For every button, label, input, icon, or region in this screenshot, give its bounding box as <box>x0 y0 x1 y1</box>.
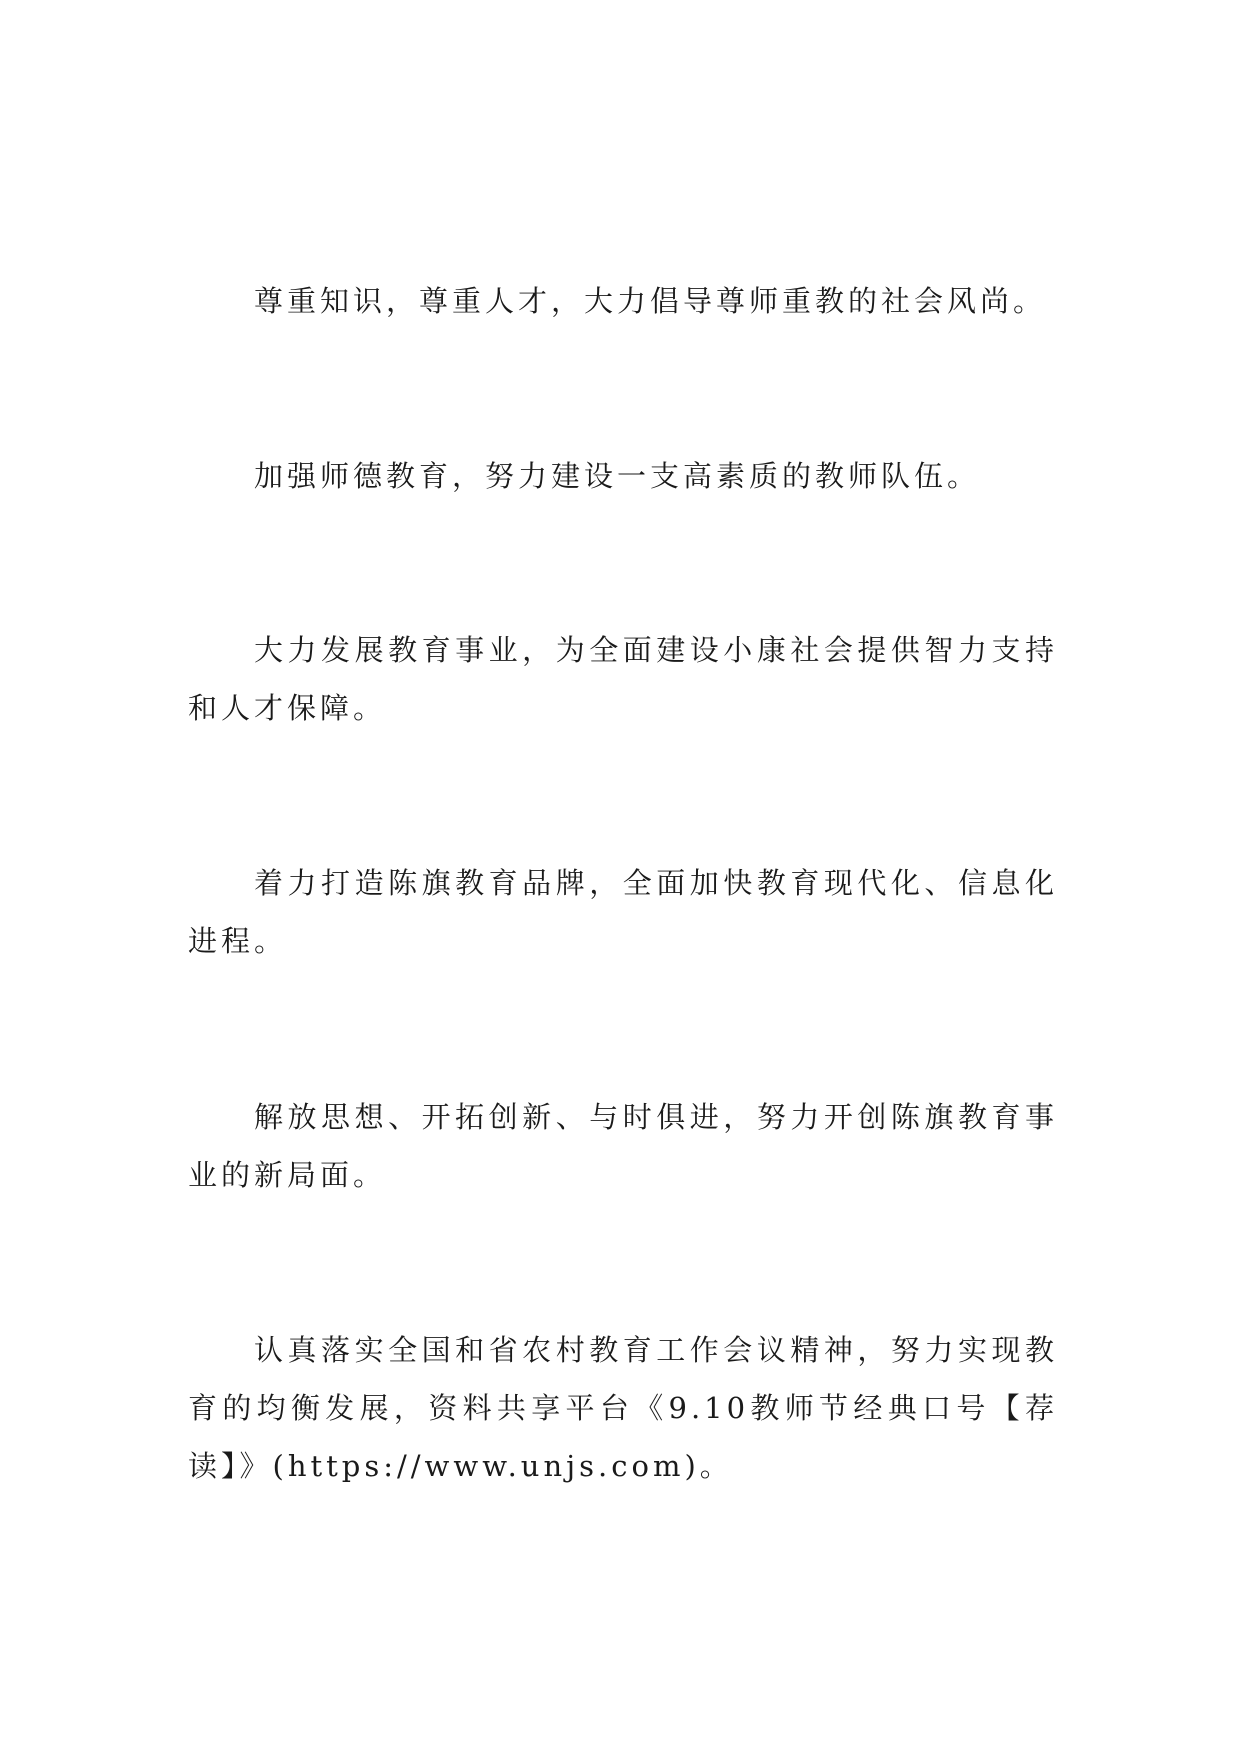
paragraph: 大力发展教育事业，为全面建设小康社会提供智力支持和人才保障。 <box>188 633 1058 725</box>
paragraph: 着力打造陈旗教育品牌，全面加快教育现代化、信息化进程。 <box>188 866 1058 958</box>
paragraph: 尊重知识，尊重人才，大力倡导尊师重教的社会风尚。 <box>254 284 1047 318</box>
paragraph: 认真落实全国和省农村教育工作会议精神，努力实现教育的均衡发展，资料共享平台《9.10教师节经典口号【荐读】》(https://www.unjs.com)。 <box>188 1333 1058 1483</box>
paragraph: 解放思想、开拓创新、与时俱进，努力开创陈旗教育事业的新局面。 <box>188 1100 1058 1192</box>
paragraph: 加强师德教育，努力建设一支高素质的教师队伍。 <box>254 459 981 493</box>
